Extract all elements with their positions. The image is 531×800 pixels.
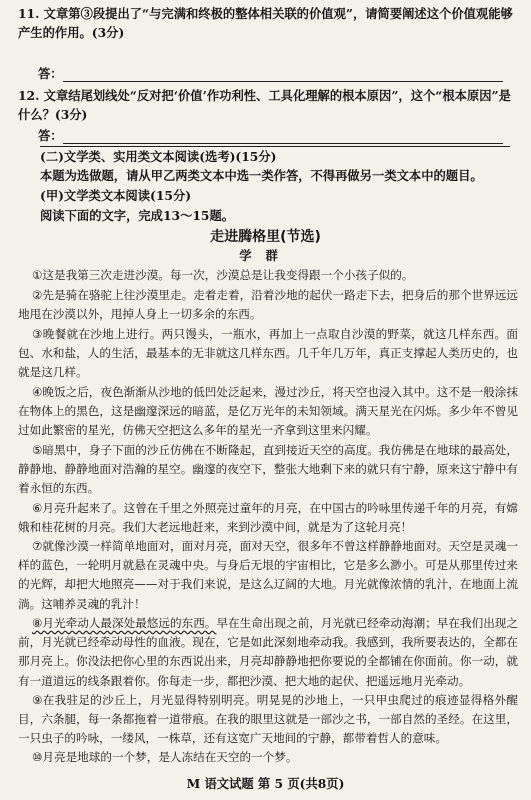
paragraph-6: ⑥月亮升起来了。这曾在千里之外照亮过童年的月亮，在中国古的吟咏里传递千年的月亮，有嫦娥和桂花树的月亮。我们大老远地赶来，来到沙漠中间，就是为了这轮月亮！ [18,501,518,535]
answer-line-12[interactable] [38,126,503,144]
paragraph-1: ①这是我第三次走进沙漠。每一次，沙漠总是让我变得跟一个小孩子似的。 [32,268,414,282]
paragraph-10: ⑩月亮是地球的一个梦，是人冻结在天空的一个梦。 [32,750,298,764]
paragraph-4: ④晚饭之后，夜色渐渐从沙地的低凹处泛起来，漫过沙丘，将天空也浸入其中。这不是一般涂抹在物体上的黑色，这是幽邃深远的暗蓝，是亿万光年的未知领域。满天星光在闪烁。多少年不曾见过如此繁密的星光，仿佛天空把这么多年的星光一齐拿到这里来闪耀。 [18,385,518,438]
section-note: 本题为选做题，请从甲乙两类文本中选一类作答，不得再做另一类文本中的题目。 [40,168,483,183]
question-12: 12. 文章结尾划线处“反对把‘价值’作功利性、工具化理解的根本原因”，这个“根本原因”是什么？(3分) [18,88,511,122]
paragraph-7: ⑦就像沙漠一样简单地面对，面对月亮，面对天空，很多年不曾这样静静地面对。天空是灵魂一样的蓝色，一轮明月就悬在灵魂中央。与身后无垠的宇宙相比，它是多么渺小。可是从那里传过来的光辉，却把大地照亮——对于我们来说，是这么辽阔的大地。月光就像浓情的乳汁，在地面上流淌。这哺养灵魂的乳汁！ [18,539,518,611]
question-11: 11. 文章第③段提出了“与完满和终极的整体相关联的价值观”，请简要阐述这个价值观能够产生的作用。(3分) [18,6,513,40]
answer-label: 答： [38,128,63,143]
answer-label: 答： [38,66,63,81]
article-title: 走进腾格里(节选) [210,229,321,245]
page-footer: M 语文试题 第 5 页(共8页) [186,776,345,791]
section-heading: (二)文学类、实用类文本阅读(选考)(15分) [40,146,510,166]
paragraph-8: ⑧月光牵动人最深处最悠远的东西。早在生命出现之前，月光就已经牵动海潮；早在我们出现之前，月光就已经牵动母性的血液。现在，它是如此深刻地牵动我。我感到，我所要表达的，全都在那月亮上。你没法把你心里的东西说出来，月亮却静静地把你要说的全都铺在你面前。你一动，就有一道道远的线条跟着你。你每走一步，都把沙漠、把大地的起伏、把遥远地月光牵动。 [18,616,518,688]
paragraph-9: ⑨在我驻足的沙丘上，月光显得特别明亮。明晃晃的沙地上，一只甲虫爬过的痕迹显得格外醒目，六条腿，每一条都拖着一道带痕。在我的眼里这就是一部沙之书，一部自然的圣经。在这里，一只虫子的吟咏，一缕风，一株草，还有这宽广天地间的宁静，都带着哲人的意味。 [18,693,518,746]
underlined-sentence: ⑧月光牵动人最深处最悠远的东西。 [32,616,217,630]
article-author: 学群 [239,248,292,263]
section-instruction: 阅读下面的文字，完成13～15题。 [40,208,235,223]
paragraph-5: ⑤暗黑中，身子下面的沙丘仿佛在不断隆起，直到接近天空的高度。我仿佛是在地球的最高处，静静地、静静地面对浩瀚的星空。幽邃的夜空下，整张大地剩下来的就只有宁静，原来这宁静中有着永恒的东西。 [18,443,518,496]
answer-line-11[interactable] [38,64,503,82]
paragraph-3: ③晚餐就在沙地上进行。两只馒头，一瓶水，再加上一点取自沙漠的野菜，就这几样东西。面包、水和盐，人的生活，最基本的无非就这几样东西。几千年几万年，真正支撑起人类历史的，也就是这几样。 [18,327,518,380]
paragraph-2: ②先是骑在骆驼上往沙漠里走。走着走着，沿着沙地的起伏一路走下去，把身后的那个世界远远地甩在沙漠以外，甩掉人身上一切多余的东西。 [18,288,518,322]
section-subheading: (甲)文学类文本阅读(15分) [40,188,192,203]
